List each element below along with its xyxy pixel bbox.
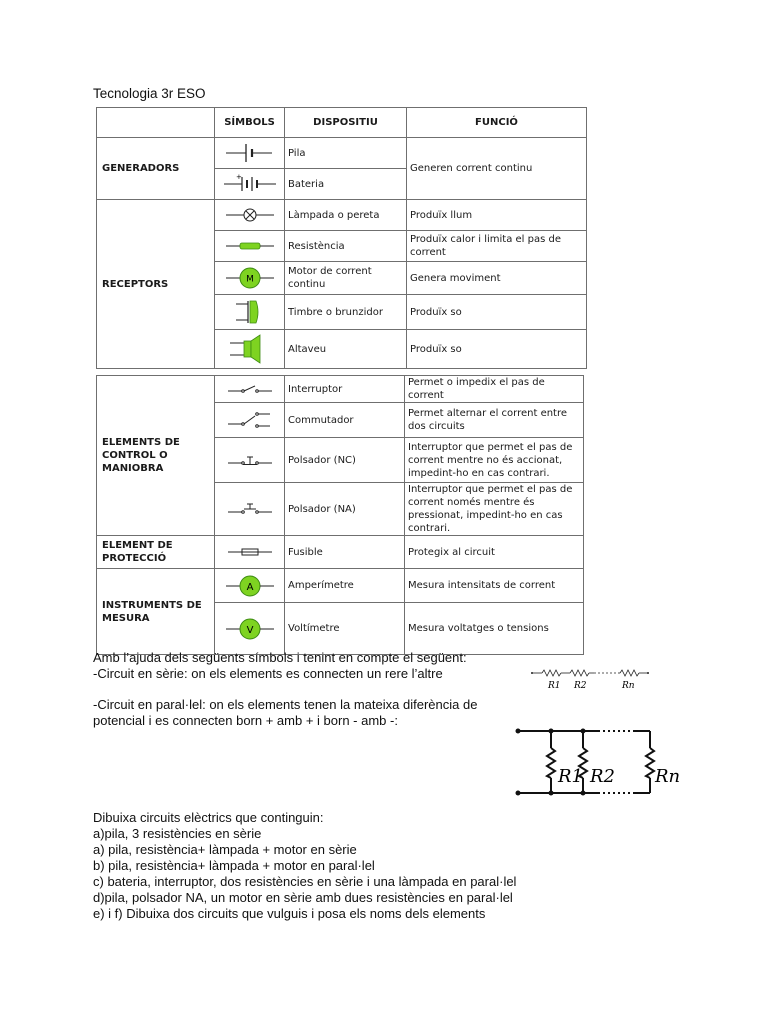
- function-text: Interruptor que permet el pas de corrent només mentre és pressionat, impedint-ho en cas contrari.: [405, 483, 584, 536]
- header-symbols: SÍMBOLS: [215, 108, 285, 138]
- function-text: Produïx so: [407, 330, 587, 369]
- table-row: [97, 376, 584, 403]
- exercise-item: a) pila, resistència+ làmpada + motor en sèrie: [93, 842, 357, 857]
- series-definition: -Circuit en sèrie: on els elements es connecten un rere l’altre: [93, 666, 443, 681]
- function-text: Produïx llum: [407, 200, 587, 231]
- parallel-resistor-rn: [646, 731, 654, 793]
- symbol-cell: [215, 231, 285, 262]
- exercise-item: c) bateria, interruptor, dos resistències en sèrie i una làmpada en paral·lel: [93, 874, 517, 889]
- category-instruments: INSTRUMENTS DE MESURA: [97, 569, 215, 655]
- symbols-table-top: [96, 107, 587, 369]
- device-name: Altaveu: [285, 330, 407, 369]
- speaker-symbol-icon: [222, 333, 278, 365]
- cell-symbol-icon: [222, 141, 278, 165]
- function-text: Genera moviment: [407, 262, 587, 295]
- device-name: Làmpada o pereta: [285, 200, 407, 231]
- symbol-cell: [215, 169, 285, 200]
- switch-symbol-icon: [222, 381, 278, 397]
- battery-symbol-icon: [222, 172, 278, 196]
- device-name: Amperímetre: [285, 569, 405, 603]
- resistor-rn-symbol: [620, 670, 639, 676]
- device-name: Timbre o brunzidor: [285, 295, 407, 330]
- category-receptors: RECEPTORS: [97, 200, 215, 369]
- intro-text: [93, 650, 467, 682]
- function-text: Permet alternar el corrent entre dos circuits: [405, 403, 584, 438]
- exercise-item: b) pila, resistència+ làmpada + motor en paral·lel: [93, 858, 375, 873]
- exercise-heading: Dibuixa circuits elèctrics que continguin:: [93, 810, 324, 825]
- table-header-row: [97, 108, 587, 138]
- parallel-resistor-r1: [547, 731, 555, 793]
- parallel-label-r2: R2: [590, 766, 616, 787]
- function-text: Produïx calor i limita el pas de corrent: [407, 231, 587, 262]
- parallel-definition: [93, 697, 477, 729]
- function-text: Interruptor que permet el pas de corrent mentre no és accionat, impedint-ho en cas contrari.: [405, 438, 584, 483]
- changeover-switch-symbol-icon: [222, 407, 278, 433]
- series-label-rn: Rn: [622, 681, 635, 691]
- device-name: Pila: [285, 138, 407, 169]
- exercise-item: e) i f) Dibuixa dos circuits que vulguis i posa els noms dels elements: [93, 906, 486, 921]
- resistor-symbol-icon: [222, 234, 278, 258]
- symbol-cell: [215, 483, 285, 536]
- ammeter-symbol-icon: [222, 572, 278, 600]
- category-control: ELEMENTS DE CONTROL O MANIOBRA: [97, 376, 215, 536]
- table-row: [97, 200, 587, 231]
- device-name: Voltímetre: [285, 603, 405, 655]
- device-name: Polsador (NC): [285, 438, 405, 483]
- resistor-r2-symbol: [570, 670, 589, 676]
- function-text: Mesura intensitats de corrent: [405, 569, 584, 603]
- device-name: Bateria: [285, 169, 407, 200]
- symbol-cell: [215, 403, 285, 438]
- symbol-cell: [215, 262, 285, 295]
- voltmeter-symbol-icon: [222, 615, 278, 643]
- function-text: Produïx so: [407, 295, 587, 330]
- series-circuit-diagram: [530, 663, 654, 693]
- symbol-cell: [215, 138, 285, 169]
- exercise-item: d)pila, polsador NA, un motor en sèrie amb dues resistències en paral·lel: [93, 890, 513, 905]
- device-name: Interruptor: [285, 376, 405, 403]
- ammeter-symbol-letter: A: [246, 581, 253, 593]
- intro-line: Amb l’ajuda dels següents símbols i tenint en compte el següent:: [93, 650, 467, 665]
- exercise-list: [93, 810, 516, 922]
- symbol-cell: [215, 438, 285, 483]
- symbol-cell: [215, 536, 285, 569]
- device-name: Fusible: [285, 536, 405, 569]
- fuse-symbol-icon: [222, 544, 278, 560]
- series-label-r2: R2: [574, 681, 587, 691]
- table-row: [97, 536, 584, 569]
- motor-symbol-letter: M: [245, 274, 254, 285]
- buzzer-symbol-icon: [222, 297, 278, 327]
- symbol-cell: [215, 376, 285, 403]
- category-protection: ELEMENT DE PROTECCIÓ: [97, 536, 215, 569]
- parallel-line-2: potencial i es connecten born + amb + i born - amb -:: [93, 713, 398, 728]
- lamp-symbol-icon: [222, 203, 278, 227]
- symbol-cell: [215, 295, 285, 330]
- document-title: Tecnologia 3r ESO: [93, 86, 206, 101]
- push-button-nc-symbol-icon: [222, 451, 278, 469]
- exercise-item: a)pila, 3 resistències en sèrie: [93, 826, 262, 841]
- voltmeter-symbol-letter: V: [246, 624, 253, 636]
- symbol-cell: [215, 330, 285, 369]
- table-row: [97, 138, 587, 169]
- function-text: Mesura voltatges o tensions: [405, 603, 584, 655]
- motor-symbol-icon: [222, 264, 278, 292]
- parallel-circuit-diagram: [508, 722, 683, 804]
- function-text: Protegix al circuit: [405, 536, 584, 569]
- function-text: Permet o impedix el pas de corrent: [405, 376, 584, 403]
- parallel-label-rn: Rn: [655, 766, 681, 787]
- push-button-no-symbol-icon: [222, 500, 278, 518]
- svg-text:+: +: [235, 173, 242, 181]
- series-label-r1: R1: [548, 681, 561, 691]
- resistor-r1-symbol: [542, 670, 561, 676]
- parallel-label-r1: R1: [558, 766, 584, 787]
- symbol-cell: [215, 200, 285, 231]
- header-function: FUNCIÓ: [407, 108, 587, 138]
- symbol-cell: [215, 603, 285, 655]
- device-name: Polsador (NA): [285, 483, 405, 536]
- category-generators: GENERADORS: [97, 138, 215, 200]
- symbol-cell: [215, 569, 285, 603]
- header-device: DISPOSITIU: [285, 108, 407, 138]
- symbols-table-bottom: [96, 375, 584, 655]
- header-empty-cell: [97, 108, 215, 138]
- parallel-line-1: -Circuit en paral·lel: on els elements tenen la mateixa diferència de: [93, 697, 478, 712]
- function-text: Generen corrent continu: [407, 138, 587, 200]
- table-row: [97, 569, 584, 603]
- device-name: Motor de corrent continu: [285, 262, 407, 295]
- device-name: Commutador: [285, 403, 405, 438]
- device-name: Resistència: [285, 231, 407, 262]
